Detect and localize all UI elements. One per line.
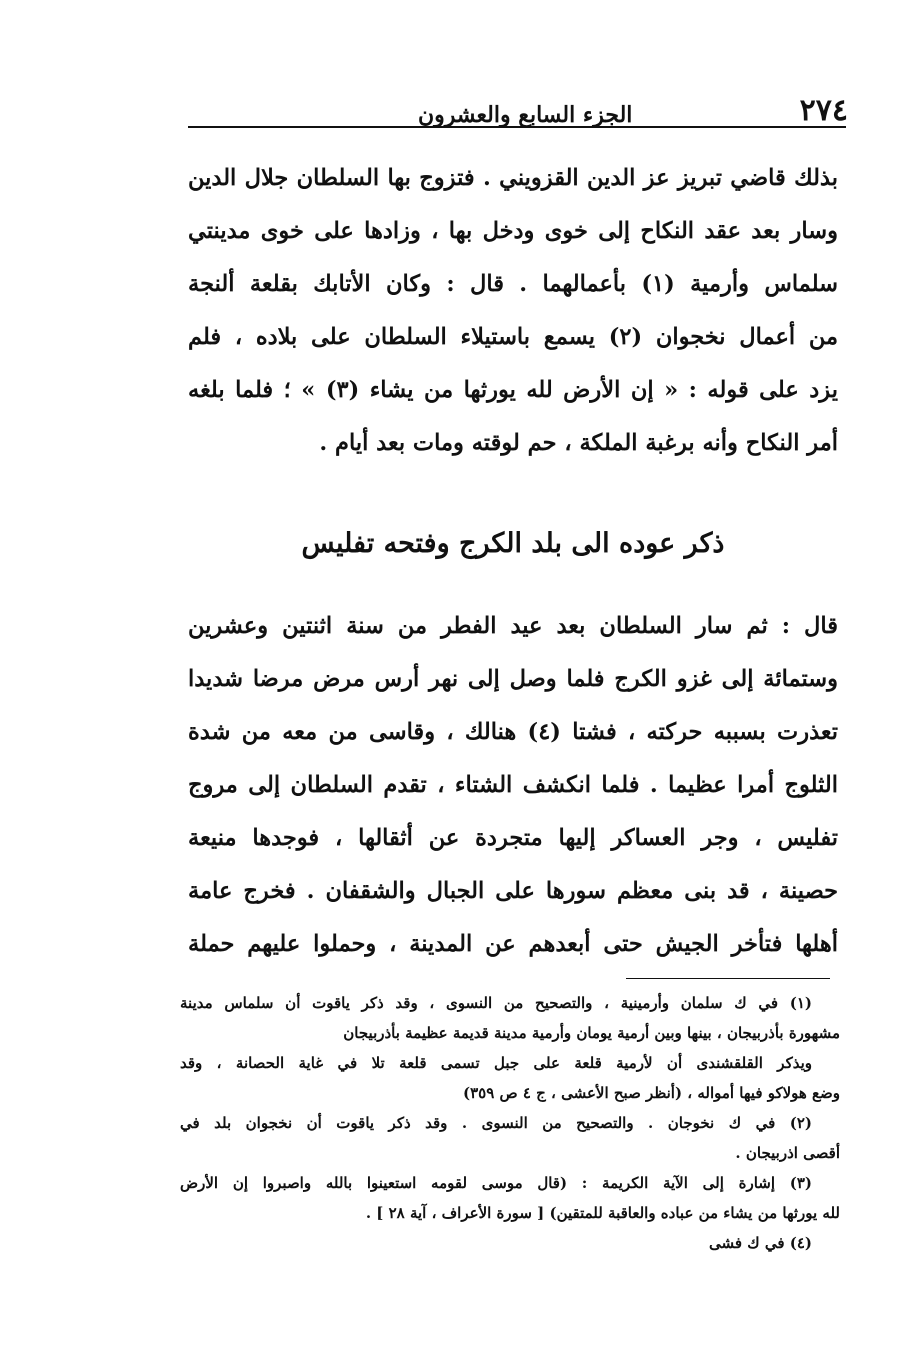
- footnote-line: (٢) في ك نخوجان . والتصحيح من النسوى . وقد ذكر ياقوت أن نخجوان بلد في: [180, 1114, 812, 1132]
- footnote-rule: [626, 978, 830, 979]
- footnote-line: (٤) في ك فشى: [708, 1234, 812, 1252]
- footnote-line: ويذكر القلقشندى أن لأرمية قلعة على جبل تسمى قلعة تلا في غاية الحصانة ، وقد: [180, 1054, 812, 1072]
- text-line: وسار بعد عقد النكاح إلى خوى ودخل بها ، وزادها على خوى مدينتي: [188, 218, 838, 244]
- paragraph-2: [188, 600, 838, 971]
- text-line: يزد على قوله : « إن الأرض لله يورثها من يشاء (٣) » ؛ فلما بلغه: [188, 377, 838, 403]
- footnote-line: وضع هولاكو فيها أمواله ، (أنظر صبح الأعشى ، ج ٤ ص ٣٥٩): [462, 1084, 840, 1102]
- footnotes: [180, 988, 840, 1258]
- text-line: الثلوج أمرا عظيما . فلما انكشف الشتاء ، تقدم السلطان إلى مروج: [188, 772, 838, 798]
- footnote-line: لله يورثها من يشاء من عباده والعاقبة للمتقين) [ سورة الأعراف ، آية ٢٨ ] .: [365, 1204, 840, 1222]
- text-line: وستمائة إلى غزو الكرج فلما وصل إلى نهر أرس مرض مرضا شديدا: [188, 666, 838, 692]
- section-heading: ذكر عوده الى بلد الكرج وفتحه تفليس: [301, 528, 725, 559]
- text-line: حصينة ، قد بنى معظم سورها على الجبال والشقفان . فخرج عامة: [188, 878, 838, 904]
- text-line: تفليس ، وجر العساكر إليها متجردة عن أثقالها ، فوجدها منيعة: [188, 825, 838, 851]
- text-line: من أعمال نخجوان (٢) يسمع باستيلاء السلطان على بلاده ، فلم: [188, 324, 838, 350]
- text-line: تعذرت بسببه حركته ، فشتا (٤) هنالك ، وقاسى من معه من شدة: [188, 719, 838, 745]
- running-title: الجزء السابع والعشرون: [418, 102, 633, 128]
- text-line: سلماس وأرمية (١) بأعمالهما . قال : وكان الأتابك بقلعة ألنجة: [188, 271, 838, 297]
- footnote-line: (٣) إشارة إلى الآية الكريمة : (قال موسى لقومه استعينوا بالله واصبروا إن الأرض: [180, 1174, 812, 1192]
- text-line: أهلها فتأخر الجيش حتى أبعدهم عن المدينة ، وحملوا عليهم حملة: [188, 931, 838, 957]
- text-line: قال : ثم سار السلطان بعد عيد الفطر من سنة اثنتين وعشرين: [188, 613, 838, 639]
- text-line: أمر النكاح وأنه برغبة الملكة ، حم لوقته ومات بعد أيام .: [319, 430, 838, 456]
- page-number: ٢٧٤: [799, 93, 848, 128]
- text-line: بذلك قاضي تبريز عز الدين القزويني . فتزوج بها السلطان جلال الدين: [188, 165, 838, 191]
- footnote-line: (١) في ك سلمان وأرمينية ، والتصحيح من النسوى ، وقد ذكر ياقوت أن سلماس مدينة: [180, 994, 812, 1012]
- footnote-line: أقصى اذربيجان .: [735, 1144, 840, 1162]
- paragraph-1: [188, 152, 838, 470]
- footnote-line: مشهورة بأذربيجان ، بينها وبين أرمية يومان وأرمية مدينة قديمة عظيمة بأذربيجان: [343, 1024, 840, 1042]
- page-header: [188, 88, 848, 128]
- header-rule: [188, 126, 846, 128]
